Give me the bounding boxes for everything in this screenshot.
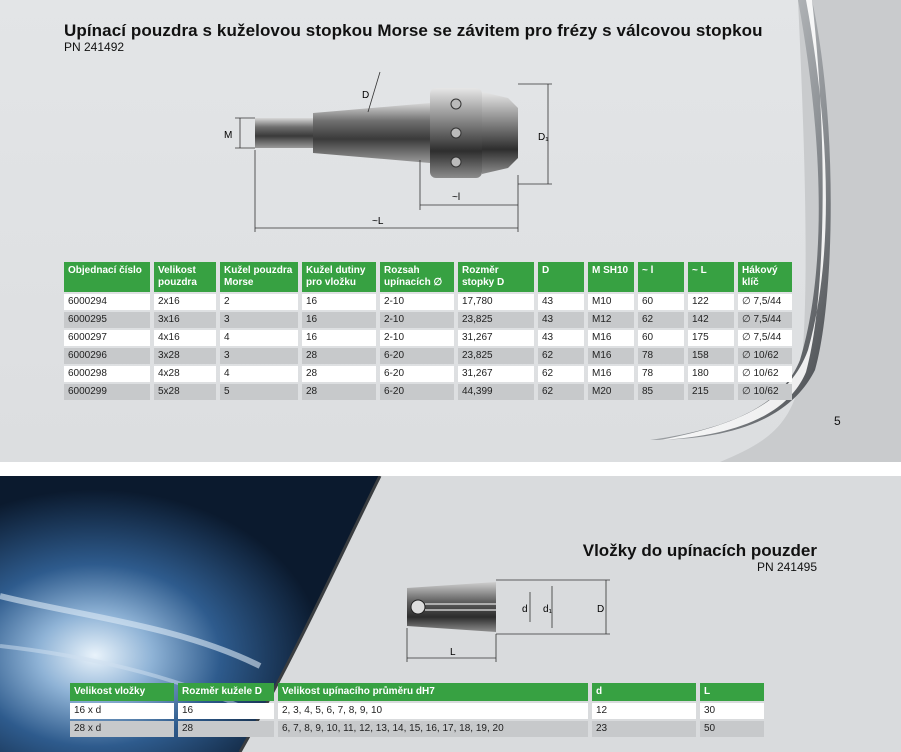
label-L: ~L xyxy=(372,216,384,227)
table-cell: 180 xyxy=(688,366,734,382)
table-cell: 60 xyxy=(638,294,684,310)
table-cell: 16 xyxy=(302,294,376,310)
table-cell: 6000294 xyxy=(64,294,150,310)
table-cell: 16 xyxy=(302,330,376,346)
table-cell: 6-20 xyxy=(380,348,454,364)
holder-table xyxy=(60,260,796,402)
table-cell: 3x16 xyxy=(154,312,216,328)
table-cell: 4 xyxy=(220,366,298,382)
table-cell: 6, 7, 8, 9, 10, 11, 12, 13, 14, 15, 16, 17, 18, 19, 20 xyxy=(278,721,588,737)
table-cell: 6000297 xyxy=(64,330,150,346)
table-cell: 78 xyxy=(638,366,684,382)
col-d: d xyxy=(592,683,696,701)
table-cell: 17,780 xyxy=(458,294,534,310)
table-cell: 2-10 xyxy=(380,294,454,310)
label-d1: d₁ xyxy=(543,604,552,615)
table-cell: 62 xyxy=(638,312,684,328)
table-cell: M10 xyxy=(588,294,634,310)
col-insert-taper: Kužel dutiny pro vložku xyxy=(302,262,376,292)
table-cell: 2, 3, 4, 5, 6, 7, 8, 9, 10 xyxy=(278,703,588,719)
table-row xyxy=(64,366,792,382)
table-cell: 6000296 xyxy=(64,348,150,364)
col-order-number: Objednací číslo xyxy=(64,262,150,292)
table-cell: 43 xyxy=(538,330,584,346)
table-header-row xyxy=(64,262,792,292)
table-cell: 5x28 xyxy=(154,384,216,400)
table-cell: 2-10 xyxy=(380,330,454,346)
label-M: M xyxy=(224,130,233,141)
table-row xyxy=(64,384,792,400)
table-cell: M16 xyxy=(588,366,634,382)
table-cell: M16 xyxy=(588,330,634,346)
section-title-inserts: Vložky do upínacích pouzder xyxy=(582,541,817,560)
table-cell: 23,825 xyxy=(458,312,534,328)
label-D1: D₁ xyxy=(538,132,549,143)
section-divider xyxy=(0,462,901,476)
table-cell: 30 xyxy=(700,703,764,719)
table-cell: 85 xyxy=(638,384,684,400)
table-cell: 43 xyxy=(538,312,584,328)
table-cell: 12 xyxy=(592,703,696,719)
table-cell: 6000298 xyxy=(64,366,150,382)
table-cell: 142 xyxy=(688,312,734,328)
table-cell: 2 xyxy=(220,294,298,310)
label-d: d xyxy=(522,604,528,615)
table-cell: 62 xyxy=(538,348,584,364)
insert-table xyxy=(66,681,768,739)
table-cell: 2x16 xyxy=(154,294,216,310)
product-number: PN 241492 xyxy=(64,40,125,54)
table-row xyxy=(64,312,792,328)
table-cell: 28 xyxy=(302,366,376,382)
table-cell: 23 xyxy=(592,721,696,737)
col-clamping-range: Rozsah upínacích ∅ xyxy=(380,262,454,292)
table-cell: ∅ 7,5/44 xyxy=(738,330,792,346)
table-cell: ∅ 10/62 xyxy=(738,348,792,364)
table-cell: 62 xyxy=(538,366,584,382)
table-cell: 28 xyxy=(302,348,376,364)
table-header-row xyxy=(70,683,764,701)
nose-cap xyxy=(482,92,518,174)
table-cell: 6-20 xyxy=(380,384,454,400)
col-l: ~ l xyxy=(638,262,684,292)
table-cell: ∅ 10/62 xyxy=(738,366,792,382)
threaded-tip xyxy=(255,118,313,148)
table-cell: ∅ 7,5/44 xyxy=(738,312,792,328)
table-row xyxy=(70,721,764,737)
col-L-insert: L xyxy=(700,683,764,701)
page-title: Upínací pouzdra s kuželovou stopkou Morse se závitem pro frézy s válcovou stopkou xyxy=(64,21,763,40)
table-cell: M12 xyxy=(588,312,634,328)
col-holder-size: Velikost pouzdra xyxy=(154,262,216,292)
table-cell: 43 xyxy=(538,294,584,310)
label-D: D xyxy=(362,90,370,101)
table-cell: M16 xyxy=(588,348,634,364)
col-shank-size: Rozměr stopky D xyxy=(458,262,534,292)
table-cell: 16 x d xyxy=(70,703,174,719)
table-cell: 60 xyxy=(638,330,684,346)
table-cell: 6000295 xyxy=(64,312,150,328)
table-cell: 31,267 xyxy=(458,366,534,382)
page-number: 5 xyxy=(834,414,841,428)
table-row xyxy=(64,330,792,346)
table-cell: 78 xyxy=(638,348,684,364)
table-cell: M20 xyxy=(588,384,634,400)
table-cell: 158 xyxy=(688,348,734,364)
table-cell: 31,267 xyxy=(458,330,534,346)
table-cell: 28 xyxy=(178,721,274,737)
table-cell: 28 xyxy=(302,384,376,400)
label-L-insert: L xyxy=(450,647,456,658)
table-cell: 6-20 xyxy=(380,366,454,382)
col-D: D xyxy=(538,262,584,292)
table-cell: 16 xyxy=(302,312,376,328)
table-cell: 3x28 xyxy=(154,348,216,364)
table-cell: 3 xyxy=(220,348,298,364)
col-L: ~ L xyxy=(688,262,734,292)
col-M: M SH10 xyxy=(588,262,634,292)
table-cell: 23,825 xyxy=(458,348,534,364)
table-row xyxy=(64,348,792,364)
table-cell: 50 xyxy=(700,721,764,737)
product-number-inserts: PN 241495 xyxy=(756,560,817,574)
morse-taper xyxy=(313,103,430,163)
table-cell: 44,399 xyxy=(458,384,534,400)
table-cell: ∅ 10/62 xyxy=(738,384,792,400)
col-clamping-diameter: Velikost upínacího průměru dH7 xyxy=(278,683,588,701)
table-cell: 3 xyxy=(220,312,298,328)
col-hook-wrench: Hákový klíč xyxy=(738,262,792,292)
table-cell: 6000299 xyxy=(64,384,150,400)
table-cell: 4 xyxy=(220,330,298,346)
table-cell: ∅ 7,5/44 xyxy=(738,294,792,310)
table-cell: 16 xyxy=(178,703,274,719)
table-cell: 62 xyxy=(538,384,584,400)
table-cell: 5 xyxy=(220,384,298,400)
table-row xyxy=(70,703,764,719)
label-D-insert: D xyxy=(597,604,605,615)
table-cell: 215 xyxy=(688,384,734,400)
table-row xyxy=(64,294,792,310)
table-cell: 28 x d xyxy=(70,721,174,737)
label-l: ~l xyxy=(452,192,461,203)
col-insert-size: Velikost vložky xyxy=(70,683,174,701)
col-morse-taper: Kužel pouzdra Morse xyxy=(220,262,298,292)
table-cell: 4x28 xyxy=(154,366,216,382)
table-cell: 122 xyxy=(688,294,734,310)
table-cell: 4x16 xyxy=(154,330,216,346)
col-taper-size: Rozměr kužele D xyxy=(178,683,274,701)
holder-technical-drawing xyxy=(0,0,901,260)
table-cell: 175 xyxy=(688,330,734,346)
table-cell: 2-10 xyxy=(380,312,454,328)
